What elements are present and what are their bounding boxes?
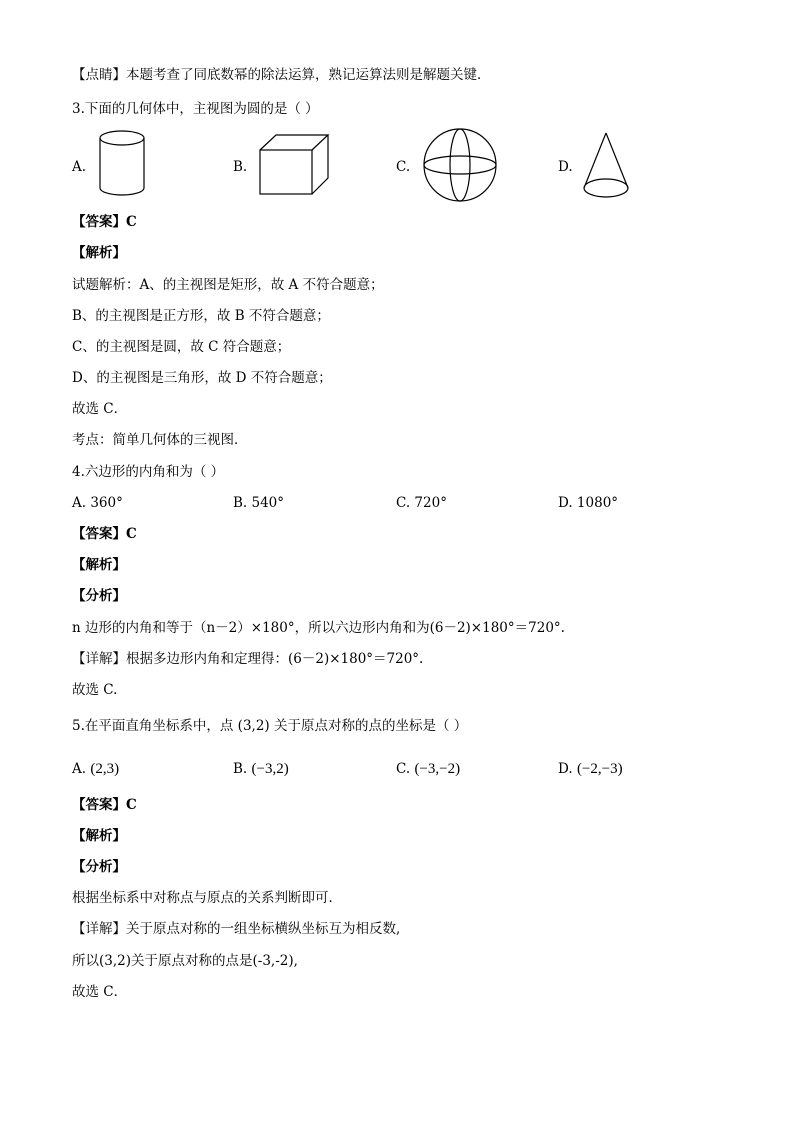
q3-analysis-line: 试题解析：A、的主视图是矩形，故 A 不符合题意； — [72, 277, 384, 293]
q5-conclusion: 故选 C． — [72, 984, 128, 1000]
q5-option-value: (−3,2) — [251, 761, 289, 777]
q3-option-b-label: B. — [233, 159, 248, 175]
q4-jiexi-heading: 【解析】 — [72, 557, 126, 573]
q5-option-c — [396, 760, 460, 778]
q5-option-value: (−2,−3) — [576, 761, 623, 777]
q4-xiangjie: 【详解】根据多边形内角和定理得：(6－2)×180°＝720°. — [72, 651, 424, 667]
q5-jiexi-heading: 【解析】 — [72, 828, 126, 844]
q4-fenxi-heading: 【分析】 — [72, 588, 126, 604]
q4-option-d: D. 1080° — [558, 495, 619, 511]
q4-option-c: C. 720° — [396, 495, 447, 511]
q5-option-label: D. — [558, 761, 573, 777]
q5-option-a — [72, 760, 119, 778]
q5-xiangjie: 【详解】关于原点对称的一组坐标横纵坐标互为相反数, — [72, 921, 401, 937]
q3-jiexi-heading: 【解析】 — [72, 245, 126, 261]
q4-option-a: A. 360° — [72, 495, 123, 511]
q3-option-a-label: A. — [72, 159, 87, 175]
q3-kaodian: 考点：简单几何体的三视图． — [72, 432, 248, 448]
q5-line2: 所以(3,2)关于原点对称的点是(-3,-2), — [72, 953, 298, 969]
q3-option-c-label: C. — [396, 159, 411, 175]
sphere-icon — [420, 126, 500, 204]
q4-answer: 【答案】C — [72, 526, 137, 542]
q4-fenxi-text: n 边形的内角和等于（n－2）×180°，所以六边形内角和为(6－2)×180°＝720°. — [72, 620, 565, 636]
q3-answer: 【答案】C — [72, 214, 137, 230]
q5-option-label: C. — [396, 761, 411, 777]
q3-conclusion: 故选 C． — [72, 401, 128, 417]
q5-option-value: (2,3) — [90, 761, 120, 777]
q3-stem: 3.下面的几何体中，主视图为圆的是（ ） — [72, 101, 319, 117]
q5-fenxi-heading: 【分析】 — [72, 859, 126, 875]
q3-option-d-label: D. — [558, 159, 573, 175]
q5-option-d — [558, 760, 623, 778]
q3-analysis-line: C、的主视图是圆，故 C 符合题意； — [72, 339, 291, 355]
q5-stem: 5.在平面直角坐标系中，点 (3,2) 关于原点对称的点的坐标是（ ） — [72, 718, 468, 734]
q5-answer: 【答案】C — [72, 797, 137, 813]
q3-analysis-line: B、的主视图是正方形，故 B 不符合题意； — [72, 308, 330, 324]
dianjing-line: 【点睛】本题考查了同底数幂的除法运算，熟记运算法则是解题关键． — [72, 67, 491, 83]
cube-icon — [256, 132, 332, 198]
cylinder-icon — [92, 128, 152, 200]
q4-stem: 4.六边形的内角和为（ ） — [72, 464, 225, 480]
q5-option-value: (−3,−2) — [414, 761, 461, 777]
q5-option-b — [233, 760, 289, 778]
cone-icon — [580, 130, 632, 202]
q5-option-label: B. — [233, 761, 248, 777]
q4-option-b: B. 540° — [233, 495, 285, 511]
q5-fenxi-text: 根据坐标系中对称点与原点的关系判断即可． — [72, 890, 342, 906]
q3-analysis-line: D、的主视图是三角形，故 D 不符合题意； — [72, 370, 332, 386]
q5-option-label: A. — [72, 761, 87, 777]
q4-conclusion: 故选 C. — [72, 682, 118, 698]
